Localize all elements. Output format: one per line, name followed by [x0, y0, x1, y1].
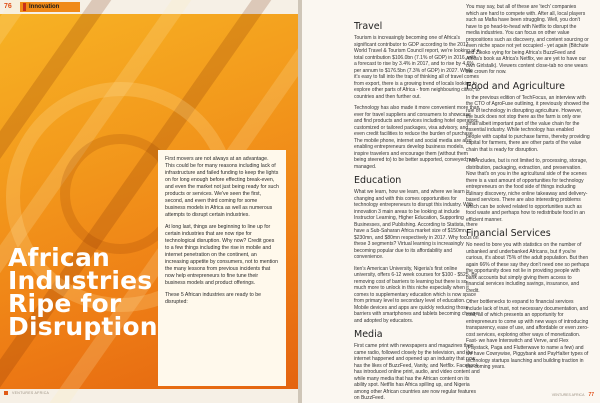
- body-paragraph: This includes, but is not limited to, processing, storage, distribution, packaging, extraction, and preservation. Now that's on you in the agricultural side of the scenes there is a vast amount of opportunities for technology entrepreneurs on the food side of things including culinary discovery, niche online takeaway and delivery-based services. There are also interesting problems which can be solved related to opportunities such as food waste and perhaps how to redistribute food in an efficient manner.: [466, 158, 588, 223]
- right-page: [302, 0, 600, 403]
- section-heading: Travel: [354, 21, 383, 32]
- footer-left: [4, 391, 49, 395]
- section-heading: Financial Services: [466, 228, 551, 239]
- section-heading: Food and Agriculture: [466, 80, 565, 92]
- body-paragraph: Technology has also made it more convenient more than ever for travel suppliers and consumers to showcase and find products and services including hotel operators, customized or tailored packages, visa advisory, and even credit facilities to reduce the burden of purchase. The mobile phone, internet and social media are also enabling entrepreneurs develop business models, inspire travelers and encourage them (without them being steered to) to be better supported, conveyed, and managed.: [354, 105, 480, 170]
- intro-paragraph: At long last, things are beginning to line up for certain industries that are now ripe for technological disruption. Why now? Credit goes to a few things including the rise in mobile and internet penetration on the continent, an increasing appetite by consumers, not to mention the many lessons from previous incidents that now help entrepreneurs to fine tune their business models and product offerings.: [165, 224, 279, 287]
- intro-paragraph: First movers are not always at an advantage. This could be for many reasons including lack of infrastructure and failed funding to keep the lights on for long enough before effecting break-even, and even the market not just being ready for such products or services. We've seen the first, second, and even third coming for some business models in Africa as well as numerous attempts to disrupt certain industries.: [165, 156, 279, 219]
- headline-line: Industries: [8, 266, 153, 295]
- body-paragraph: Tourism is increasingly becoming one of Africa's significant contributor to GDP according to the 2017 World Travel & Tourism Council report, we're looking at a total contribution $106.0bn (7.1% of GDP) in 2016, with a forecast to rise by 3.4% in 2017, and to rise by 4.6% per annum to $176.5bn (7.3% of GDP) in 2027. While it's easy to fall into the trap of thinking all of travel comes from export, there is a growing trend of locals looking to explore other parts of Africa - from neighbouring cities, to countries and then further out.: [354, 35, 480, 100]
- body-paragraph: Iten's American University, Nigeria's first online university, offers 6-12 week courses for $100 - $525. By removing cost of barriers to learning but there is so much more to unlock in this niche especially when it comes to supplementary education which is now space from primary level to secondary level of education. Mobile devices and apps are quickly reducing those barriers with smartphones and tablets becoming cheaper and adopted by educators.: [354, 265, 480, 324]
- left-page: [0, 0, 298, 403]
- section-label: Innovation: [29, 4, 60, 10]
- article-column-1: [354, 18, 480, 403]
- page-number-right: 77: [588, 392, 594, 398]
- section-heading: Media: [354, 329, 383, 340]
- intro-paragraph: These 5 African industries are ready to be disrupted:: [165, 292, 262, 306]
- headline-line: Ripe for: [8, 289, 122, 318]
- section-tag: [20, 2, 80, 12]
- headline-line: Disruption: [8, 312, 158, 341]
- article-column-2: [466, 4, 590, 376]
- footer-text: VENTURES AFRICA: [551, 393, 585, 397]
- body-paragraph: First came print with newspapers and magazines then came radio, followed closely by the television, and the internet happened and opened up an industry that now has the likes of BuzzFeed, Vanity, and Netflix. Facebook has introduced online print, audio, and video content and while many media that has the African content on its ability spot. Netflix has Africa spilling up, and Nigeria among other African countries are now regular features on BuzzFeed.: [354, 343, 480, 401]
- body-paragraph: No need to bore you with statistics on the number of unbanked and underbanked Africans, but if you're curious, it's about 75% of the adult population. But then again 66% of these say they don't need one so perhaps the opportunity does not lie in providing people with bank accounts but simply giving them access to financial services including savings, insurance, and credit.: [466, 242, 590, 294]
- headline-line: African: [8, 243, 111, 272]
- page-number-left: 76: [4, 3, 12, 10]
- body-paragraph: Other bottlenecks to expand to financial services include lack of trust, not necessary documentation, and cost, all of which presents an opportunity for entrepreneurs to come up with new ways of introducing transparency, ease of use, and affordable or even zero-cost services, exploring other ways of monetization. Fast- we have Interswitch and Verve, and Flex (Paystack, Paga and Flutterwave to name a few) and we have Cowrywise, Piggybank and PayHalter types of technology startups launching and building traction in the coming years.: [466, 299, 589, 370]
- body-paragraph: You may say, but all of these are 'tech' companies which are hard to compete with. After all, local players such as Mafia have been struggling. Well, you don't have to go head-to-head with Netflix to disrupt the media industries. You can focus on other value propositions such as discovery, and content sourcing or even niche space not yet occupied - yet again (Bitchute and Zikoko vying for being Africa's BuzzFeed and Africa's book as Africa's Netflix, we are yet to have our own Girlstalk). Viewers content close-tab no one wears the crown for now.: [466, 4, 589, 75]
- footer-text: VENTURES AFRICA: [12, 391, 50, 395]
- headline: [8, 243, 208, 341]
- footer-right: [552, 392, 594, 398]
- body-paragraph: In the previous edition of TechFocus, an interview with the CTO of AgroFuse outlining, it previously showed the rule of technology in disrupting agriculture. However, the buck does not stop there as the farm is only one small albeit important part of the value chain for the essential industry. While technology has enabled people with capital to purchase farms, thereby providing capital for farmers, there are other parts of the value chain that is ready for disruption.: [466, 94, 590, 153]
- body-paragraph: What we learn, how we learn, and where we learn is changing and with this comes opportunities for technology entrepreneurs to disrupt this industry. With innovation 3 main areas to be looking at include Instructor Learning, Higher Education, Supporting Businesses, and Publishing. According to Statista, there have a Sub-Saharan Africa market size of $150mn, $230mn, and $80mn respectively in 2017. Why focus on these 3 segments? Virtual learning is increasingly becoming popular due to its affordability and convenience.: [354, 189, 479, 260]
- section-heading: Education: [354, 175, 402, 186]
